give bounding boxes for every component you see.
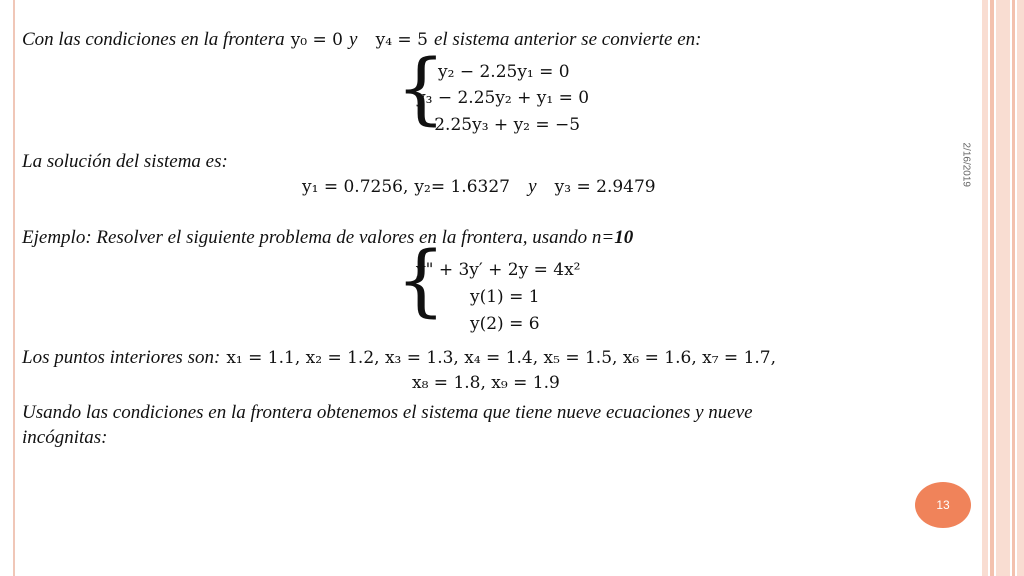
boundary-condition-1: y₀ = 0 <box>290 30 343 50</box>
system1-eq-3: −2.25y₃ + y₂ = −5 <box>420 115 581 135</box>
conclusion-line-1: Usando las condiciones en la frontera obtenemos el sistema que tiene nueve ecuaciones y nueve <box>22 402 753 423</box>
system2-bc-2: y(2) = 6 <box>470 314 540 334</box>
solution-label: La solución del sistema es: <box>22 151 228 172</box>
system2-ode: y" + 3y′ + 2y = 4x² <box>416 260 581 280</box>
interior-points-2: x₈ = 1.8, x₉ = 1.9 <box>412 373 560 393</box>
solution-y1: y₁ = 0.7256, <box>302 177 409 197</box>
intro-suffix: el sistema anterior se convierte en: <box>433 29 702 50</box>
solution-line <box>302 177 656 196</box>
brace-system-2: { <box>396 236 446 326</box>
example-n: 10 <box>614 227 634 248</box>
conclusion-line-2: incógnitas: <box>22 427 108 448</box>
intro-line <box>22 30 701 49</box>
decorative-stripes <box>982 0 1024 576</box>
boundary-condition-2: y₄ = 5 <box>375 30 428 50</box>
brace-system-1: { <box>396 44 446 134</box>
system1-eq-1: y₂ − 2.25y₁ = 0 <box>438 62 570 82</box>
slide-date: 2/16/2019 <box>960 142 972 187</box>
example-text: Ejemplo: Resolver el siguiente problema de valores en la frontera, usando n= <box>22 227 615 248</box>
interior-line-1 <box>22 348 776 367</box>
intro-and: y <box>349 29 358 50</box>
intro-prefix: Con las condiciones en la frontera <box>22 29 285 50</box>
system2-bc-1: y(1) = 1 <box>470 287 540 307</box>
interior-label: Los puntos interiores son: <box>22 347 221 368</box>
left-border-line <box>13 0 15 576</box>
system1-eq-2: y₃ − 2.25y₂ + y₁ = 0 <box>416 88 590 108</box>
page-number-badge: 13 <box>915 482 971 528</box>
solution-and: y <box>528 176 537 197</box>
interior-points-1: x₁ = 1.1, x₂ = 1.2, x₃ = 1.3, x₄ = 1.4, x₅ = 1.5, x₆ = 1.6, x₇ = 1.7, <box>226 348 777 368</box>
example-line <box>22 228 633 247</box>
solution-y3: y₃ = 2.9479 <box>554 177 656 197</box>
solution-y2: y₂= 1.6327 <box>414 177 510 197</box>
